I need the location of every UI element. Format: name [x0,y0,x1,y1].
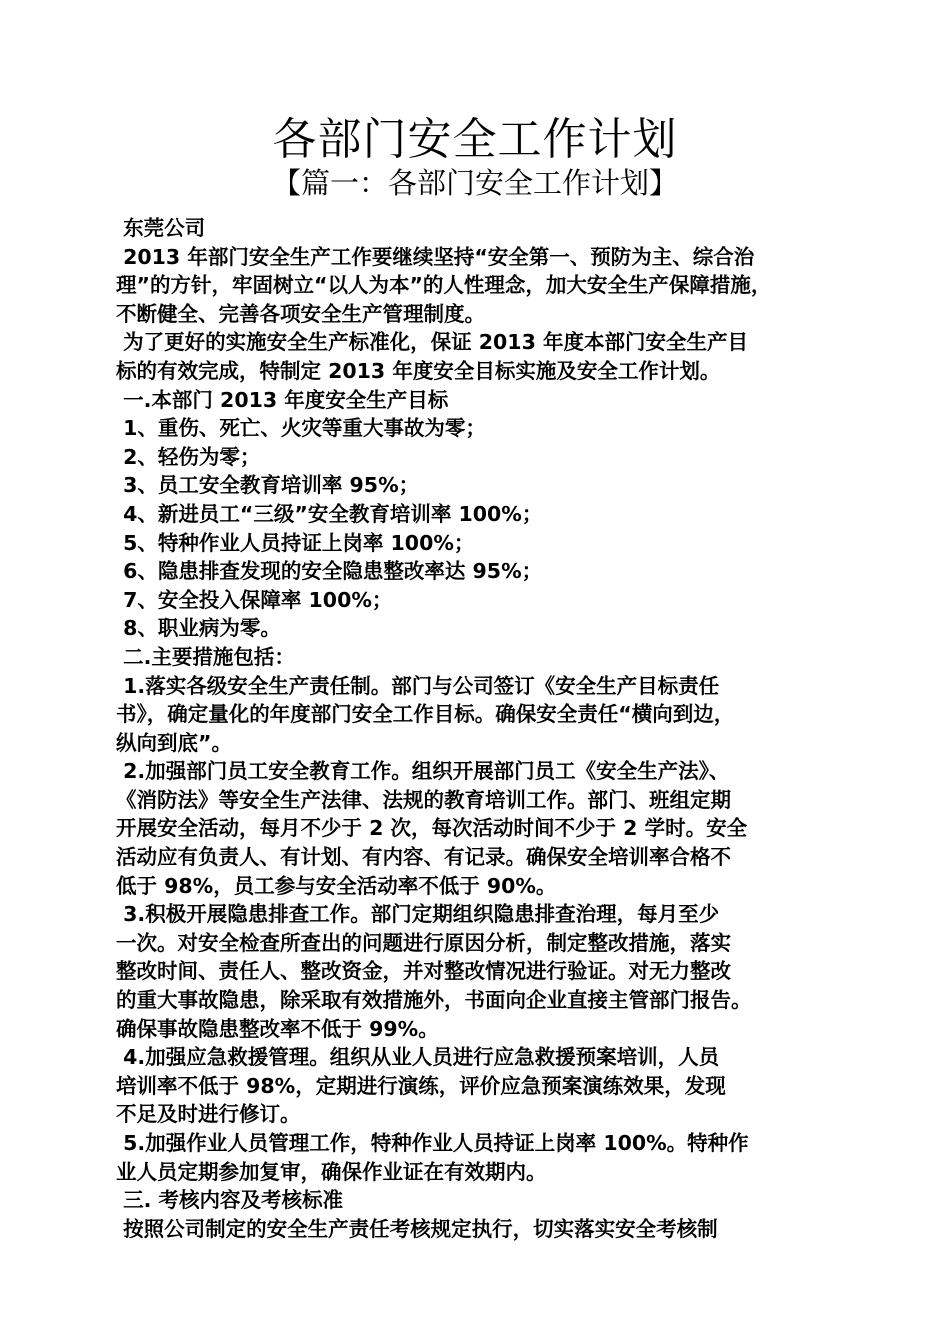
text-line: 一次。对安全检查所查出的问题进行原因分析，制定整改措施，落实 [116,930,731,955]
document-title: 各部门安全工作计划 [272,114,678,165]
text-line: 5.加强作业人员管理工作，特种作业人员持证上岗率 100%。特种作 [116,1131,749,1155]
text-line: 为了更好的实施安全生产标准化，保证 2013 年度本部门安全生产目 [116,330,748,355]
text-line: 培训率不低于 98%，定期进行演练，评价应急预案演练效果，发现 [116,1073,726,1098]
text-line: 活动应有负责人、有计划、有内容、有记录。确保安全培训率合格不 [116,845,731,870]
text-line: 三. 考核内容及考核标准 [116,1188,344,1213]
text-line: 按照公司制定的安全生产责任考核规定执行，切实落实安全考核制 [116,1216,718,1241]
text-line: 4.加强应急救援管理。组织从业人员进行应急救援预案培训，人员 [116,1045,720,1070]
text-line: 7、安全投入保障率 100%； [116,587,393,612]
document-body [116,214,856,1243]
text-line: 6、隐患排查发现的安全隐患整改率达 95%； [116,559,543,584]
text-line: 二.主要措施包括： [116,644,295,669]
text-line: 2、轻伤为零； [116,444,261,469]
text-line: 2013 年部门安全生产工作要继续坚持“安全第一、预防为主、综合治 [116,244,755,269]
text-line: 不断健全、完善各项安全生产管理制度。 [116,301,485,326]
text-line: 3.积极开展隐患排查工作。部门定期组织隐患排查治理，每月至少 [116,902,720,927]
text-line: 4、新进员工“三级”安全教育培训率 100%； [116,501,543,526]
text-line: 一.本部门 2013 年度安全生产目标 [116,387,449,412]
text-line: 理”的方针，牢固树立“以人为本”的人性理念，加大安全生产保障措施， [116,273,772,298]
text-line: 1、重伤、死亡、火灾等重大事故为零； [116,416,486,441]
text-line: 的重大事故隐患，除采取有效措施外，书面向企业直接主管部门报告。 [116,988,752,1013]
text-line: 8、职业病为零。 [116,616,281,641]
text-line: 1.落实各级安全生产责任制。部门与公司签订《安全生产目标责任 [116,673,720,698]
text-line: 标的有效完成，特制定 2013 年度安全目标实施及安全工作计划。 [116,358,721,383]
document-subtitle: 【篇一：各部门安全工作计划】 [271,166,678,200]
text-line: 纵向到底”。 [116,730,232,755]
text-line: 3、员工安全教育培训率 95%； [116,473,420,498]
text-line: 确保事故隐患整改率不低于 99%。 [116,1016,439,1041]
text-line: 不足及时进行修订。 [116,1102,301,1127]
text-line: 低于 98%，员工参与安全活动率不低于 90%。 [116,873,557,898]
text-line: 东莞公司 [116,216,206,240]
text-line: 业人员定期参加复审，确保作业证在有效期内。 [116,1159,547,1184]
text-line: 《消防法》等安全生产法律、法规的教育培训工作。部门、班组定期 [116,787,731,812]
text-line: 5、特种作业人员持证上岗率 100%； [116,530,475,555]
text-line: 书》，确定量化的年度部门安全工作目标。确保安全责任“横向到边， [116,702,735,727]
text-line: 2.加强部门员工安全教育工作。组织开展部门员工《安全生产法》、 [116,759,730,784]
text-line: 开展安全活动，每月不少于 2 次，每次活动时间不少于 2 学时。安全 [116,816,748,841]
text-line: 整改时间、责任人、整改资金，并对整改情况进行验证。对无力整改 [116,959,731,984]
